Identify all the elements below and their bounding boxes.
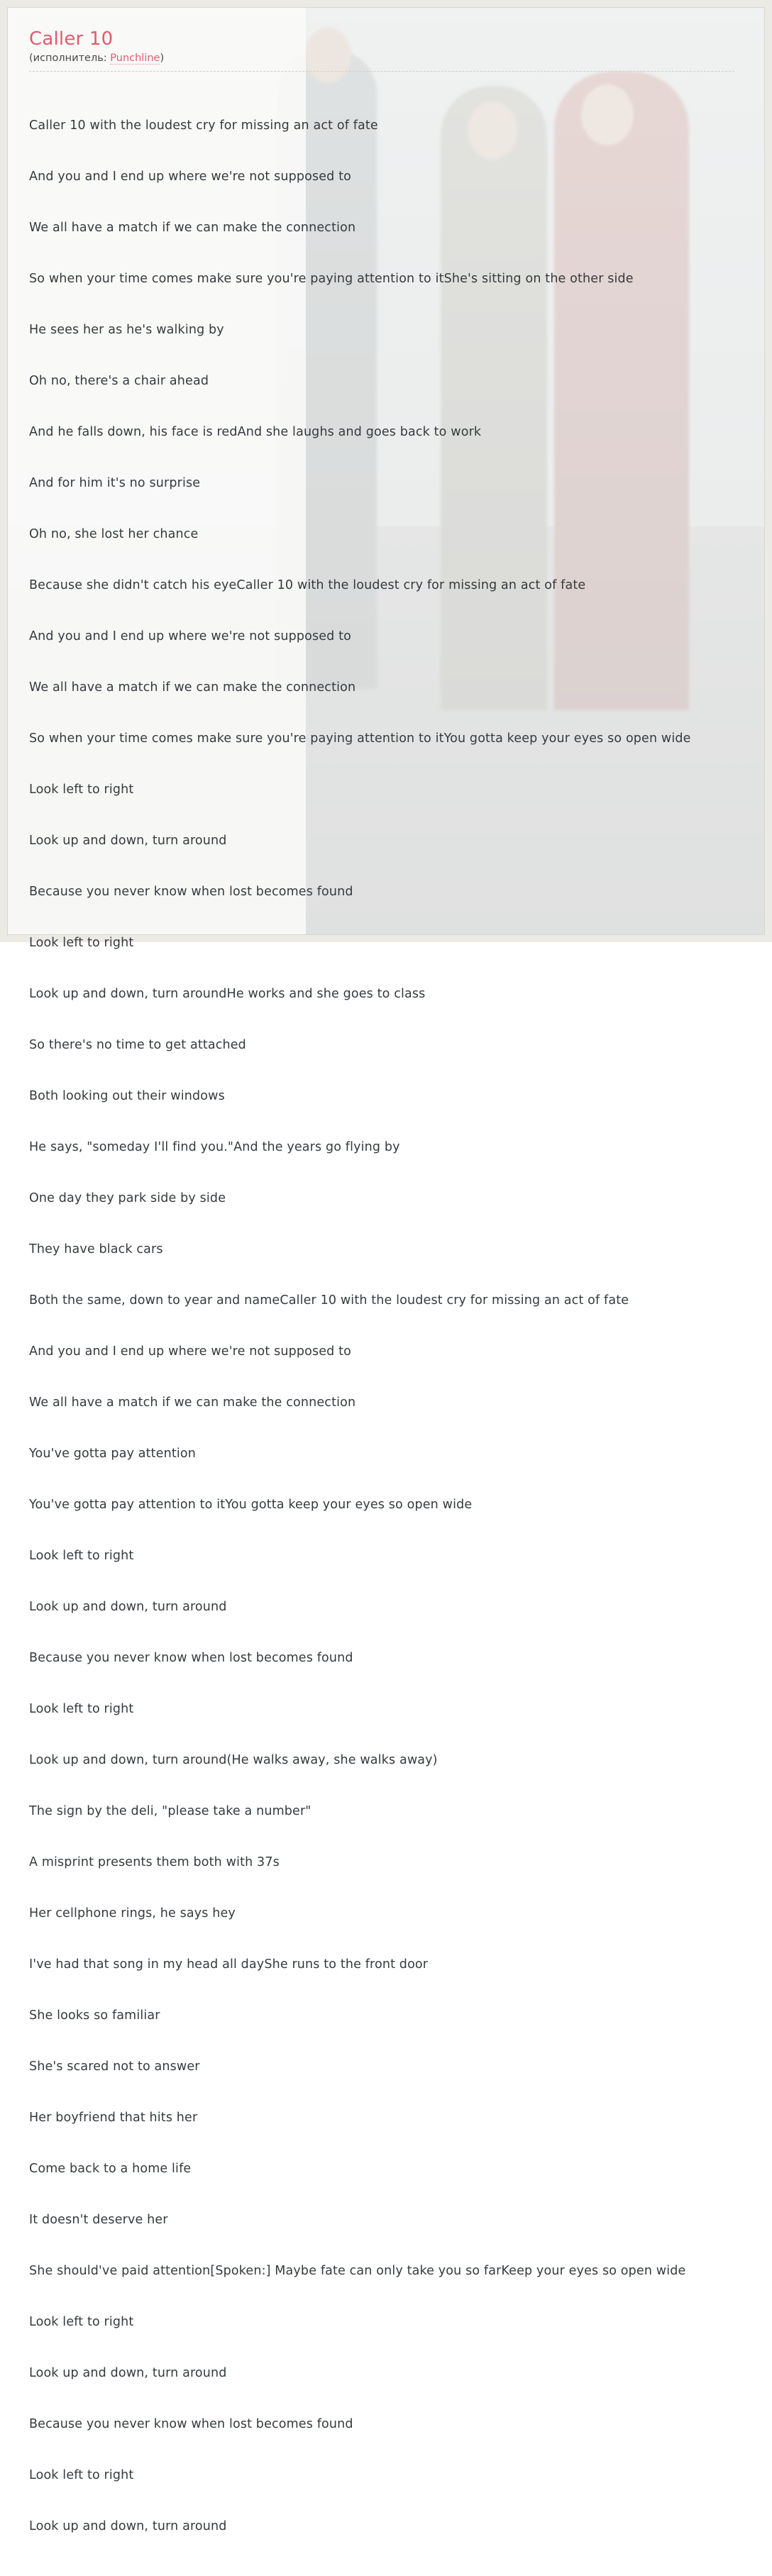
lyrics-line: You've gotta pay attention to itYou gotta keep your eyes so open wide (29, 1497, 473, 1512)
artist-prefix-label: (исполнитель: (29, 52, 107, 64)
lyrics-line: Come back to a home life (29, 2161, 192, 2176)
lyrics-line: He says, "someday I'll find you."And the years go flying by (29, 1139, 400, 1154)
lyrics-line: Because you never know when lost becomes found (29, 2416, 353, 2431)
lyrics-line: Both looking out their windows (29, 1088, 225, 1103)
lyrics-line: Look left to right (29, 782, 134, 797)
lyrics-line: And you and I end up where we're not supposed to (29, 1344, 351, 1359)
artist-suffix-label: ) (160, 52, 165, 64)
page-title: Caller 10 (29, 28, 114, 50)
lyrics-line: Both the same, down to year and nameCaller 10 with the loudest cry for missing an act of fate (29, 1293, 629, 1308)
lyrics-line: It doesn't deserve her (29, 2212, 168, 2227)
lyrics-line: Her cellphone rings, he says hey (29, 1906, 236, 1920)
lyrics-line: She's scared not to answer (29, 2059, 200, 2074)
lyrics-content (8, 8, 764, 2576)
lyrics-line: Oh no, there's a chair ahead (29, 373, 209, 388)
lyrics-line: The sign by the deli, "please take a number" (29, 1803, 311, 1818)
lyrics-line: So when your time comes make sure you're paying attention to itYou gotta keep your eyes so open wide (29, 731, 691, 746)
lyrics-line: So there's no time to get attached (29, 1037, 246, 1052)
lyrics-line: Look left to right (29, 2467, 134, 2482)
lyrics-line: Caller 10 with the loudest cry for missing an act of fate (29, 118, 378, 133)
artist-line (29, 52, 734, 72)
lyrics-line: Look left to right (29, 1548, 134, 1563)
lyrics-line: Because you never know when lost becomes found (29, 884, 353, 899)
lyrics-line: So when your time comes make sure you're paying attention to itShe's sitting on the other side (29, 271, 634, 286)
lyrics-line: You've gotta pay attention (29, 1446, 196, 1461)
lyrics-line: Look up and down, turn aroundHe works and she goes to class (29, 986, 426, 1001)
lyrics-line: Because she didn't catch his eyeCaller 10 with the loudest cry for missing an act of fate (29, 577, 586, 592)
lyrics-line: She should've paid attention[Spoken:] Maybe fate can only take you so farKeep your eyes so open wide (29, 2263, 686, 2278)
artist-link[interactable]: Punchline (110, 52, 160, 64)
lyrics-line: Look up and down, turn around (29, 1599, 227, 1614)
lyrics-line: We all have a match if we can make the connection (29, 220, 356, 235)
lyrics-line: Look up and down, turn around(He walks away, she walks away) (29, 1752, 438, 1767)
lyrics-line: And you and I end up where we're not supposed to (29, 169, 351, 184)
lyrics-line: They have black cars (29, 1242, 163, 1256)
lyrics-line: One day they park side by side (29, 1190, 226, 1205)
lyrics-line: I've had that song in my head all dayShe runs to the front door (29, 1957, 429, 1972)
lyrics-line: We all have a match if we can make the connection (29, 680, 356, 695)
lyrics-line: Her boyfriend that hits her (29, 2110, 198, 2125)
lyrics-line: He sees her as he's walking by (29, 322, 224, 337)
lyrics-line: And for him it's no surprise (29, 475, 201, 490)
lyrics-line: Look left to right (29, 2314, 134, 2329)
lyrics-line: Oh no, she lost her chance (29, 526, 199, 541)
lyrics-line: And you and I end up where we're not supposed to (29, 629, 351, 643)
lyrics-line: Look left to right (29, 1701, 134, 1716)
lyrics-line: Look left to right (29, 935, 134, 950)
lyrics-body (29, 83, 740, 2569)
lyrics-line: And he falls down, his face is redAnd she laughs and goes back to work (29, 424, 482, 439)
lyrics-line: A misprint presents them both with 37s (29, 1854, 280, 1869)
lyrics-line: Look up and down, turn around (29, 833, 227, 848)
lyrics-line: Look up and down, turn around (29, 2365, 227, 2380)
lyrics-line: She looks so familiar (29, 2008, 160, 2023)
content-frame (7, 7, 765, 2533)
lyrics-line: We all have a match if we can make the connection (29, 1395, 356, 1410)
lyrics-line: Look up and down, turn around (29, 2519, 227, 2533)
lyrics-line: Because you never know when lost becomes found (29, 1650, 353, 1665)
